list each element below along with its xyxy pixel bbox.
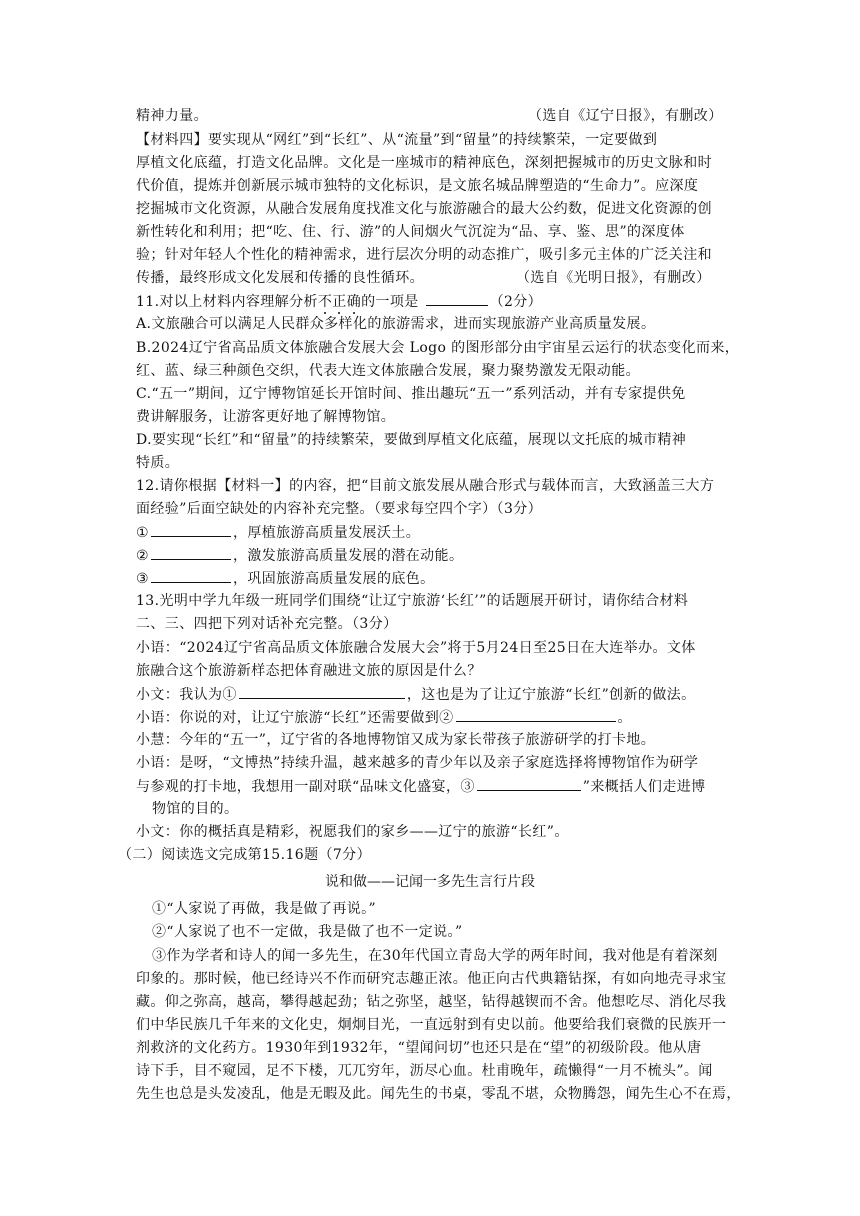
dialogue-line: 物馆的目的。 bbox=[152, 801, 239, 817]
article-title: 说和做——记闻一多先生言行片段 bbox=[325, 874, 535, 890]
fill-item-2: ② ，激发旅游高质量发展的潜在动能。 bbox=[136, 545, 756, 566]
option-c-cont: 费讲解服务，让游客更好地了解博物馆。 bbox=[136, 409, 396, 425]
option-b: B.2024辽宁省高品质文体旅融合发展大会 Logo 的图形部分由宇宙星云运行的状态变化而来， bbox=[136, 340, 740, 356]
answer-blank[interactable] bbox=[151, 545, 231, 560]
answer-blank[interactable] bbox=[477, 776, 581, 791]
option-d: D.要实现“长红”和“留量”的持续繁荣，要做到厚植文化底蕴，展现以文托底的城市精神 bbox=[136, 432, 687, 448]
article-line: 先生也总是头发凌乱，他是无暇及此。闻先生的书桌，零乱不堪，众物腾怨，闻先生心不在焉， bbox=[136, 1086, 741, 1102]
answer-blank[interactable] bbox=[239, 684, 405, 699]
dialogue-line: 小语：是呀，“文博热”持续升温，越来越多的青少年以及亲子家庭选择将博物馆作为研学 bbox=[136, 755, 699, 771]
answer-blank[interactable] bbox=[151, 568, 231, 583]
dialogue-line: 小语：“2024辽宁省高品质文体旅融合发展大会”将于5月24日至25日在大连举办。文体 bbox=[136, 640, 696, 656]
question-13-stem: 13.光明中学九年级一班同学们围绕“让辽宁旅游‘长红’”的话题展开研讨，请你结合材料 bbox=[136, 593, 689, 609]
text-line: 传播，最终形成文化发展和传播的良性循环。 （选自《光明日报》，有删改） bbox=[136, 270, 711, 286]
text-line: 验；针对年轻人个性化的精神需求，进行层次分明的动态推广，吸引多元主体的广泛关注和 bbox=[136, 247, 712, 263]
article-paragraph: ②“人家说了也不一定做，我是做了也不一定说。” bbox=[152, 924, 463, 940]
text-line: 新性转化和利用；把“吃、住、行、游”的人间烟火气沉淀为“品、享、鉴、思”的深度体 bbox=[136, 224, 685, 240]
option-d-cont: 特质。 bbox=[136, 455, 180, 471]
option-a: A.文旅融合可以满足人民群众多样化的旅游需求，进而实现旅游产业高质量发展。 bbox=[136, 316, 656, 332]
text-line: 厚植文化底蕴，打造文化品牌。文化是一座城市的精神底色，深刻把握城市的历史文脉和时 bbox=[136, 155, 712, 171]
article-line: 印象的。那时候，他已经诗兴不作而研究志趣正浓。他正向古代典籍钻探，有如向地壳寻求宝 bbox=[136, 971, 727, 987]
dialogue-line: 小慧：今年的“五一”，辽宁省的各地博物馆又成为家长带孩子旅游研学的打卡地。 bbox=[136, 732, 656, 748]
dialogue-line: 小语：你说的对，让辽宁旅游“长红”还需要做到② 。 bbox=[136, 707, 756, 728]
article-paragraph: ①“人家说了再做，我是做了再说。” bbox=[152, 901, 377, 917]
section-heading: （二）阅读选文完成第15.16题（7分） bbox=[118, 847, 371, 863]
emphasis-text: 不正确 bbox=[317, 294, 362, 310]
fill-item-3: ③ ，巩固旅游高质量发展的底色。 bbox=[136, 568, 756, 589]
fill-item-1: ① ，厚植旅游高质量发展沃土。 bbox=[136, 522, 756, 543]
answer-blank[interactable] bbox=[151, 522, 231, 537]
article-line: 诗下手，目不窥园，足不下楼，兀兀穷年，沥尽心血。杜甫晚年，疏懒得“一月不梳头”。闻 bbox=[136, 1063, 713, 1079]
text-line: 【材料四】要实现从“网红”到“长红”、从“流量”到“留量”的持续繁荣，一定要做到 bbox=[136, 132, 658, 148]
answer-blank[interactable] bbox=[426, 291, 488, 306]
source-note: （选自《光明日报》，有删改） bbox=[516, 270, 711, 286]
article-line: 藏。仰之弥高，越高，攀得越起劲；钻之弥坚，越坚，钻得越锲而不舍。他想吃尽、消化尽我 bbox=[136, 994, 727, 1010]
question-12-stem-cont: 面经验”后面空缺处的内容补充完整。（要求每空四个字）（3分） bbox=[136, 501, 543, 517]
question-13-stem-cont: 二、三、四把下列对话补充完整。（3分） bbox=[136, 616, 398, 632]
text-line: 代价值，提炼并创新展示城市独特的文化标识，是文旅名城品牌塑造的“生命力”。应深度 bbox=[136, 178, 699, 194]
option-c: C.“五一”期间，辽宁博物馆延长开馆时间、推出趣玩“五一”系列活动，并有专家提供免 bbox=[136, 386, 686, 402]
text-line: 精神力量。 （选自《辽宁日报》，有删改） bbox=[136, 108, 723, 124]
dialogue-line: 与参观的打卡地，我想用一副对联“品味文化盛宴，③ ”来概括人们走进博 bbox=[136, 776, 756, 797]
source-note: （选自《辽宁日报》，有删改） bbox=[528, 108, 723, 124]
dialogue-line: 小文：我认为① ，这也是为了让辽宁旅游“长红”创新的做法。 bbox=[136, 684, 756, 705]
answer-blank[interactable] bbox=[456, 707, 616, 722]
option-b-cont: 红、蓝、绿三种颜色交织，代表大连文体旅融合发展，聚力聚势激发无限动能。 bbox=[136, 363, 640, 379]
dialogue-line: 旅融合这个旅游新样态把体育融进文旅的原因是什么？ bbox=[136, 663, 482, 679]
article-line: 们中华民族几千年来的文化史，炯炯目光，一直远射到有史以前。他要给我们衰微的民族开一 bbox=[136, 1017, 727, 1033]
text-line: 挖掘城市文化资源，从融合发展角度找准文化与旅游融合的最大公约数，促进文化资源的创 bbox=[136, 201, 712, 217]
question-12-stem: 12.请你根据【材料一】的内容，把“目前文旅发展从融合形式与载体而言，大致涵盖三大方 bbox=[136, 478, 715, 494]
article-paragraph: ③作为学者和诗人的闻一多先生，在30年代国立青岛大学的两年时间，我对他是有着深刻 bbox=[152, 948, 718, 964]
dialogue-line: 小文：你的概括真是精彩，祝愿我们的家乡——辽宁的旅游“长红”。 bbox=[136, 824, 569, 840]
question-11-stem: 11.对以上材料内容理解分析不正确的一项是 （2分） bbox=[136, 291, 756, 312]
article-line: 剂救济的文化药方。1930年到1932年，“望闻问切”也还只是在“望”的初级阶段。他从唐 bbox=[136, 1040, 702, 1056]
